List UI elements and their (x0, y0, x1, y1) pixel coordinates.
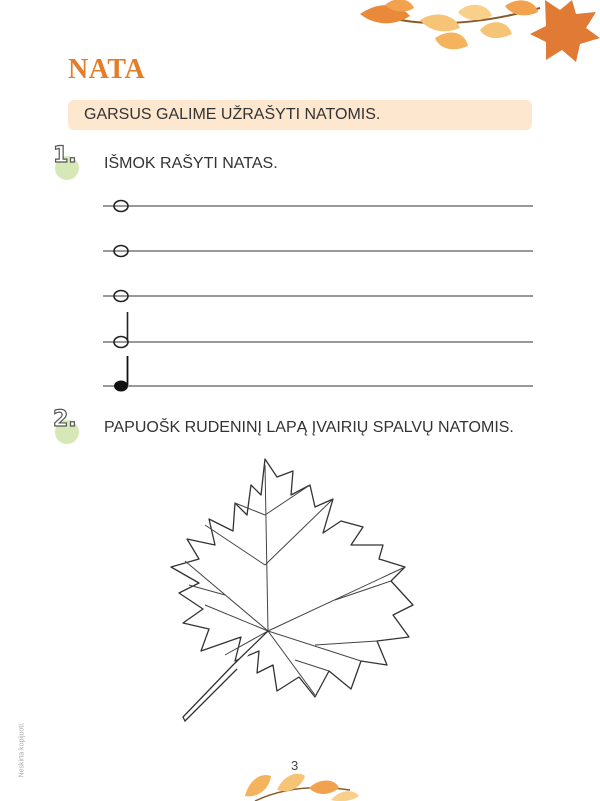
copyright-text: Neskirta kopijuoti. (18, 722, 26, 778)
page-number: 3 (291, 758, 299, 773)
autumn-leaves-decoration-bottom (235, 760, 365, 801)
banner-text: GARSUS GALIME UŽRAŠYTI NATOMIS. (84, 106, 381, 123)
task-1-text: IŠMOK RAŠYTI NATAS. (104, 155, 278, 172)
task-1-number: 1. (53, 143, 77, 168)
task-2-number: 2. (53, 407, 77, 432)
autumn-leaves-decoration (340, 0, 600, 70)
maple-leaf-outline (165, 455, 440, 730)
copyright-note (12, 700, 24, 780)
info-banner (68, 100, 532, 130)
note-writing-lines (0, 190, 600, 400)
quarter-note-icon (114, 381, 128, 392)
leaf-stem (183, 631, 268, 721)
page-title: NATA (68, 54, 146, 85)
task-2-text: PAPUOŠK RUDENINĮ LAPĄ ĮVAIRIŲ SPALVŲ NATOMIS. (104, 419, 514, 436)
